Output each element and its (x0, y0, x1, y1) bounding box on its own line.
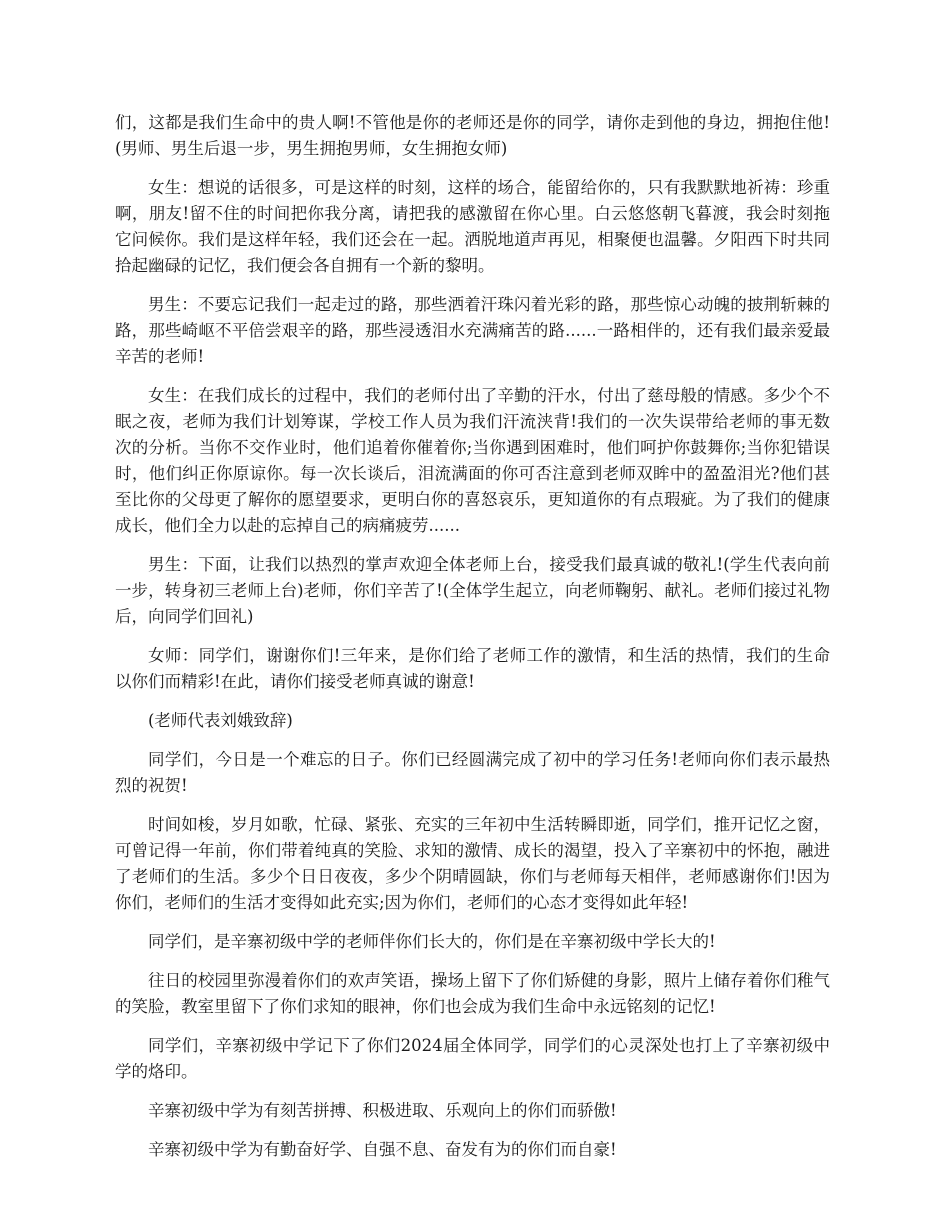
paragraph: 女生：想说的话很多，可是这样的时刻，这样的场合，能留给你的，只有我默默地祈祷：珍重啊，朋友!留不住的时间把你我分离，请把我的感激留在你心里。白云悠悠朝飞暮渡，我会时刻拖它问候你。我们是这样年轻，我们还会在一起。洒脱地道声再见，相聚便也温馨。夕阳西下时共同拾起幽碌的记忆，我们便会各自拥有一个新的黎明。 (115, 178, 830, 275)
paragraph: 时间如梭，岁月如歌，忙碌、紧张、充实的三年初中生活转瞬即逝，同学们，推开记忆之窗，可曾记得一年前，你们带着纯真的笑脸、求知的激情、成长的渴望，投入了辛寨初中的怀抱，融进了老师们的生活。多少个日日夜夜，多少个阴晴圆缺，你们与老师每天相伴，老师感谢你们!因为你们，老师们的生活才变得如此充实;因为你们，老师们的心态才变得如此年轻! (115, 815, 830, 912)
paragraph: 们，这都是我们生命中的贵人啊!不管他是你的老师还是你的同学，请你走到他的身边，拥抱住他!(男师、男生后退一步，男生拥抱男师，女生拥抱女师) (115, 113, 830, 158)
paragraph: 男生：下面，让我们以热烈的掌声欢迎全体老师上台，接受我们最真诚的敬礼!(学生代表向前一步，转身初三老师上台)老师，你们辛苦了!(全体学生起立，向老师鞠躬、献礼。老师们接过礼物后，向同学们回礼) (115, 555, 830, 626)
paragraph: 女师：同学们，谢谢你们!三年来，是你们给了老师工作的激情，和生活的热情，我们的生命以你们而精彩!在此，请你们接受老师真诚的谢意! (115, 646, 830, 691)
paragraph: 同学们，辛寨初级中学记下了你们2024届全体同学，同学们的心灵深处也打上了辛寨初级中学的烙印。 (115, 1036, 830, 1081)
paragraph: 辛寨初级中学为有刻苦拼搏、积极进取、乐观向上的你们而骄傲! (148, 1101, 617, 1120)
paragraph: 同学们，今日是一个难忘的日子。你们已经圆满完成了初中的学习任务!老师向你们表示最热烈的祝贺! (115, 750, 830, 795)
paragraph: 同学们，是辛寨初级中学的老师伴你们长大的，你们是在辛寨初级中学长大的! (148, 932, 716, 951)
paragraph: 往日的校园里弥漫着你们的欢声笑语，操场上留下了你们矫健的身影，照片上储存着你们稚气的笑脸，教室里留下了你们求知的眼神，你们也会成为我们生命中永远铭刻的记忆! (115, 971, 830, 1016)
paragraph: 辛寨初级中学为有勤奋好学、自强不息、奋发有为的你们而自豪! (148, 1140, 617, 1159)
paragraph: 男生：不要忘记我们一起走过的路，那些洒着汗珠闪着光彩的路，那些惊心动魄的披荆斩棘的路，那些崎岖不平倍尝艰辛的路，那些浸透泪水充满痛苦的路......一路相伴的，还有我们最亲爱最辛苦的老师! (115, 295, 830, 366)
paragraph: 女生：在我们成长的过程中，我们的老师付出了辛勤的汗水，付出了慈母般的情感。多少个不眠之夜，老师为我们计划筹谋，学校工作人员为我们汗流浃背!我们的一次失误带给老师的事无数次的分析。当你不交作业时，他们追着你催着你;当你遇到困难时，他们呵护你鼓舞你;当你犯错误时，他们纠正你原谅你。每一次长谈后，泪流满面的你可否注意到老师双眸中的盈盈泪光?他们甚至比你的父母更了解你的愿望要求，更明白你的喜怒哀乐，更知道你的有点瑕疵。为了我们的健康成长，他们全力以赴的忘掉自己的病痛疲劳...... (115, 386, 830, 535)
paragraph: (老师代表刘娥致辞) (148, 711, 293, 730)
